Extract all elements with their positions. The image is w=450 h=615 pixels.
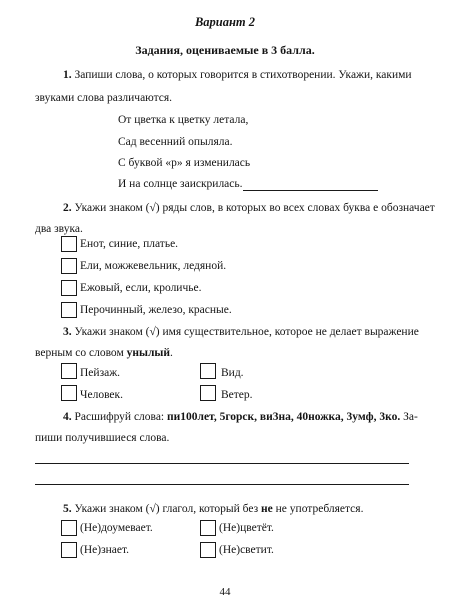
q5-checkbox-1[interactable]	[61, 520, 77, 536]
q5-number: 5.	[63, 503, 72, 515]
q3-checkbox-2[interactable]	[200, 363, 216, 379]
q4-number: 4.	[63, 411, 72, 423]
q4-text-line2: пиши получившиеся слова.	[35, 432, 170, 444]
q5-keyword: не	[261, 503, 273, 515]
q5-checkbox-2[interactable]	[200, 520, 216, 536]
q2-checkbox-4[interactable]	[61, 302, 77, 318]
q4-text-line1	[63, 411, 418, 423]
variant-title: Вариант 2	[194, 15, 256, 29]
q3-checkbox-4[interactable]	[200, 385, 216, 401]
q3-text-pre: верным со словом	[35, 347, 127, 359]
q1-number: 1.	[63, 69, 72, 81]
q5-option-2: (Не)цветёт.	[219, 522, 274, 534]
q5-option-4: (Не)светит.	[219, 544, 274, 556]
q2-text-line1	[63, 202, 435, 214]
q5-text-line1	[63, 503, 363, 515]
q5-text-post: не употребляется.	[272, 503, 364, 515]
q1-poem-line-2: Сад весенний опыляла.	[118, 136, 233, 148]
q1-poem-line-3: С буквой «р» я изменилась	[118, 157, 251, 169]
q1-answer-line[interactable]	[243, 190, 378, 191]
q3-option-3: Человек.	[80, 389, 123, 401]
q2-option-3: Ежовый, если, кроличье.	[80, 282, 202, 294]
q2-checkbox-1[interactable]	[61, 236, 77, 252]
q3-option-2: Вид.	[221, 367, 244, 379]
q3-option-4: Ветер.	[221, 389, 253, 401]
q4-text-post: За-	[400, 411, 418, 423]
q4-answer-line-1[interactable]	[35, 463, 409, 464]
q5-checkbox-4[interactable]	[200, 542, 216, 558]
q2-option-2: Ели, можжевельник, ледяной.	[80, 260, 227, 272]
q1-poem-line-1: От цветка к цветку летала,	[118, 114, 249, 126]
q2-text: Укажи знаком (√) ряды слов, в которых во всех словах буква е обозначает	[74, 202, 435, 214]
q3-keyword: унылый	[126, 347, 171, 359]
q3-checkbox-1[interactable]	[61, 363, 77, 379]
q2-checkbox-3[interactable]	[61, 280, 77, 296]
q5-option-3: (Не)знает.	[80, 544, 130, 556]
q2-number: 2.	[63, 202, 72, 214]
section-title: Задания, оцениваемые в 3 балла.	[135, 43, 315, 57]
q3-option-1: Пейзаж.	[80, 367, 121, 379]
q2-text-line2: два звука.	[35, 223, 83, 235]
q1-text-line2: звуками слова различаются.	[35, 92, 173, 104]
q4-text-pre: Расшифруй слова:	[74, 411, 167, 423]
q4-answer-line-2[interactable]	[35, 484, 409, 485]
q4-code-words: пи100лет, 5горск, ви3на, 40ножка, 3умф, 3ко.	[167, 411, 401, 423]
q5-checkbox-3[interactable]	[61, 542, 77, 558]
q2-option-4: Перочинный, железо, красные.	[80, 304, 232, 316]
q3-text-post: .	[170, 347, 173, 359]
q3-number: 3.	[63, 326, 72, 338]
q1-poem-line-4: И на солнце заискрилась.	[118, 178, 243, 190]
q5-text-pre: Укажи знаком (√) глагол, который без	[74, 503, 262, 515]
q3-text: Укажи знаком (√) имя существительное, которое не делает выражение	[74, 326, 419, 338]
page-number: 44	[219, 586, 231, 598]
q2-option-1: Енот, синие, платье.	[80, 238, 179, 250]
q1-text: Запиши слова, о которых говорится в стихотворении. Укажи, какими	[74, 69, 412, 81]
q3-checkbox-3[interactable]	[61, 385, 77, 401]
q1-text-line1	[63, 69, 412, 81]
q2-checkbox-2[interactable]	[61, 258, 77, 274]
q3-text-line1	[63, 326, 419, 338]
q3-text-line2	[35, 347, 173, 359]
q5-option-1: (Не)доумевает.	[80, 522, 153, 534]
